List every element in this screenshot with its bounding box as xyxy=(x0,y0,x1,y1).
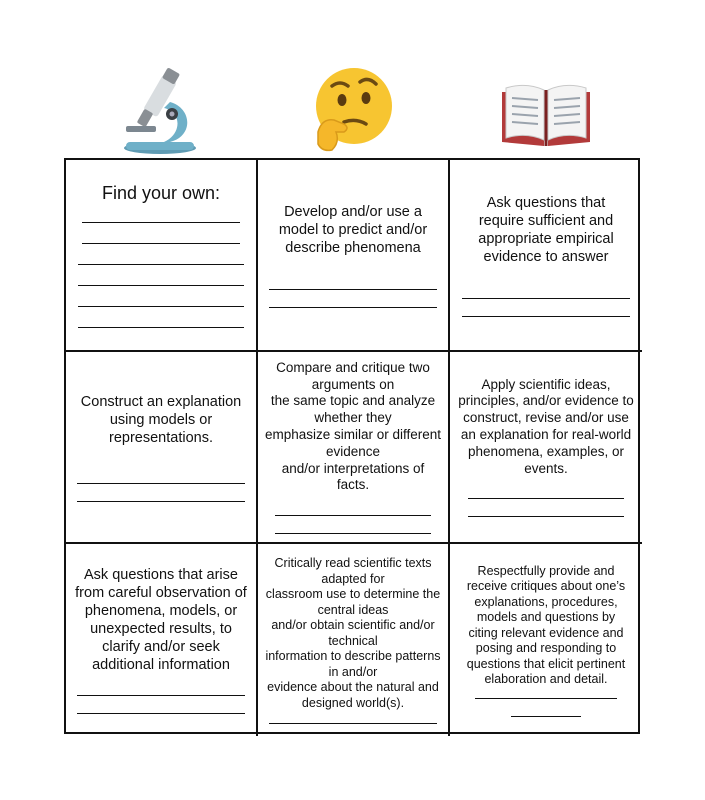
cell-text: Develop and/or use a model to predict and/or describe phenomena xyxy=(278,203,428,256)
answer-line[interactable] xyxy=(82,222,240,223)
answer-line[interactable] xyxy=(275,515,431,516)
cell-text: Construct an explanation using models or representations. xyxy=(80,393,242,446)
answer-line[interactable] xyxy=(269,723,437,724)
cell-text: Compare and critique two arguments on the same topic and analyze whether they emphasize similar or different evidence and/or interpretations of facts. xyxy=(264,359,442,493)
answer-line[interactable] xyxy=(511,716,581,717)
cell-construct-explanation xyxy=(66,352,258,544)
cell-ask-observation xyxy=(66,544,258,736)
answer-line[interactable] xyxy=(269,289,437,290)
cell-text: Find your own: xyxy=(101,183,221,203)
answer-line[interactable] xyxy=(77,483,245,484)
answer-line[interactable] xyxy=(78,285,244,286)
cell-critiques xyxy=(450,544,642,736)
answer-line[interactable] xyxy=(82,243,240,244)
answer-line[interactable] xyxy=(275,533,431,534)
microscope-icon xyxy=(112,62,208,158)
cell-ask-empirical xyxy=(450,160,642,352)
cell-text: Ask questions that require sufficient and appropriate empirical evidence to answer xyxy=(478,194,614,265)
answer-line[interactable] xyxy=(468,516,624,517)
answer-line[interactable] xyxy=(462,316,630,317)
cell-text: Ask questions that arise from careful observation of phenomena, models, or unexpected results, to clarify and/or seek additional information xyxy=(75,567,247,673)
answer-line[interactable] xyxy=(77,695,245,696)
answer-line[interactable] xyxy=(77,501,245,502)
thinking-face-icon xyxy=(304,62,400,158)
cell-text: Critically read scientific texts adapted for classroom use to determine the central ideas and/or obtain scientific and/or technical information to describe patterns in and/or evidence about the natural and designed world(s). xyxy=(265,556,441,710)
answer-line[interactable] xyxy=(77,713,245,714)
cell-find-your-own xyxy=(66,160,258,352)
answer-line[interactable] xyxy=(78,264,244,265)
cell-text: Respectfully provide and receive critiques about one’s explanations, procedures, models and questions by citing relevant evidence and posing and responding to questions that elicit pertinent elaboration and detail. xyxy=(466,563,626,686)
answer-line[interactable] xyxy=(475,698,617,699)
cell-read-texts xyxy=(258,544,450,736)
cell-develop-model xyxy=(258,160,450,352)
cell-compare-critique xyxy=(258,352,450,544)
cell-text: Apply scientific ideas, principles, and/or evidence to construct, revise and/or use an explanation for real-world phenomena, examples, or events. xyxy=(458,376,634,476)
bingo-card xyxy=(64,158,640,734)
answer-line[interactable] xyxy=(269,307,437,308)
answer-line[interactable] xyxy=(78,327,244,328)
answer-line[interactable] xyxy=(462,298,630,299)
cell-apply-ideas xyxy=(450,352,642,544)
answer-line[interactable] xyxy=(78,306,244,307)
answer-line[interactable] xyxy=(468,498,624,499)
open-book-icon xyxy=(498,62,594,158)
